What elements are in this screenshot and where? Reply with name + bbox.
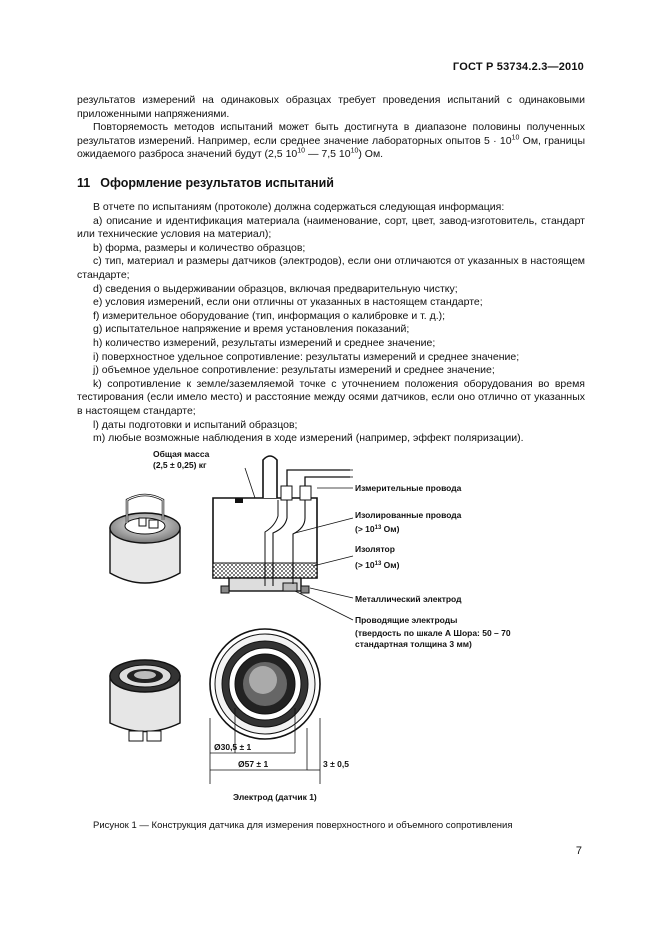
sensor-perspective-bottom (110, 660, 180, 741)
section-heading: 11 Оформление результатов испытаний (77, 176, 334, 190)
sensor-perspective-top (110, 495, 180, 583)
label-insulator: Изолятор (355, 544, 395, 554)
label-dim-outer: Ø30,5 ± 1 (214, 742, 252, 752)
label-insulator-resistance: (> $10^{13}$ Ом) (355, 560, 400, 570)
label-conductive-electrodes: Проводящие электроды (355, 615, 458, 625)
intro-text (77, 94, 585, 162)
list-item: k) сопротивление к земле/заземляемой точке с уточнением положения оборудования во время тестирования (если имело место) и расстояние между осями датчиков, если оно отлично от указанных в настоящем стандарте; (77, 377, 585, 417)
list-item: l) даты подготовки и испытаний образцов; (93, 418, 298, 431)
list-item: g) испытательное напряжение и время установления показаний; (93, 323, 410, 336)
list-item: e) условия измерений, если они отличны от указанных в настоящем стандарте; (93, 296, 483, 309)
list-item: f) измерительное оборудование (тип, информация о калибровке и т. д.); (93, 309, 446, 322)
section-lead: В отчете по испытаниям (протоколе) должна содержаться следующая информация: (93, 201, 505, 213)
label-dim-inner: Ø57 ± 1 (238, 759, 269, 769)
label-measuring-wires: Измерительные провода (355, 483, 462, 493)
page-number: 7 (575, 845, 582, 857)
label-hardness-1: (твердость по шкале А Шора: 50 – 70 (355, 628, 511, 638)
intro-paragraph-2: Повторяемость методов испытаний может быть достигнута в диапазоне половины полученных результатов измерений. Например, если среднее значение лабораторных опытов $5 \cdot 10^{10}$ Ом, границы ожидаемого разброса значений будут (2,5 $10^{10}$ — 7,5 $10^{10}$) Ом. (77, 121, 585, 161)
list-item: j) объемное удельное сопротивление: результаты измерений и среднее значение; (93, 364, 495, 377)
list-item: h) количество измерений, результаты измерений и среднее значение; (93, 336, 436, 349)
figure-caption: Рисунок 1 — Конструкция датчика для измерения поверхностного и объемного сопротивления (93, 820, 513, 831)
label-mass-value: (2,5 ± 0,25) кг (153, 460, 207, 470)
list-item: a) описание и идентификация материала (наименование, сорт, цвет, завод-изготовитель, стандарт или технические условия на материал); (77, 214, 585, 241)
label-dim-gap: 3 ± 0,5 (323, 759, 349, 769)
document-code: ГОСТ Р 53734.2.3—2010 (452, 61, 584, 73)
label-insulated-wires: Изолированные провода (355, 510, 462, 520)
list-item: i) поверхностное удельное сопротивление: результаты измерений и среднее значение; (93, 350, 520, 363)
label-metal-electrode: Металлический электрод (355, 594, 462, 604)
sensor-figure (95, 448, 565, 813)
intro-paragraph-1: результатов измерений на одинаковых образцах требует проведения испытаний с одинаковыми приложенными напряжениями. (77, 94, 585, 120)
label-mass-title: Общая масса (153, 449, 210, 459)
label-insulated-resistance: (> $10^{13}$ Ом) (355, 524, 400, 534)
list-item: c) тип, материал и размеры датчиков (электродов), если они отличаются от указанных в настоящем стандарте; (77, 255, 585, 281)
list-item: m) любые возможные наблюдения в ходе измерений (например, эффект поляризации). (93, 432, 524, 445)
label-electrode-caption: Электрод (датчик 1) (233, 792, 317, 802)
label-hardness-2: стандартная толщина 3 мм) (355, 639, 472, 649)
report-requirements (77, 201, 585, 446)
list-item: d) сведения о выдерживании образцов, включая предварительную чистку; (93, 282, 458, 295)
electrode-bottom-view (210, 629, 320, 739)
list-item: b) форма, размеры и количество образцов; (93, 241, 306, 254)
